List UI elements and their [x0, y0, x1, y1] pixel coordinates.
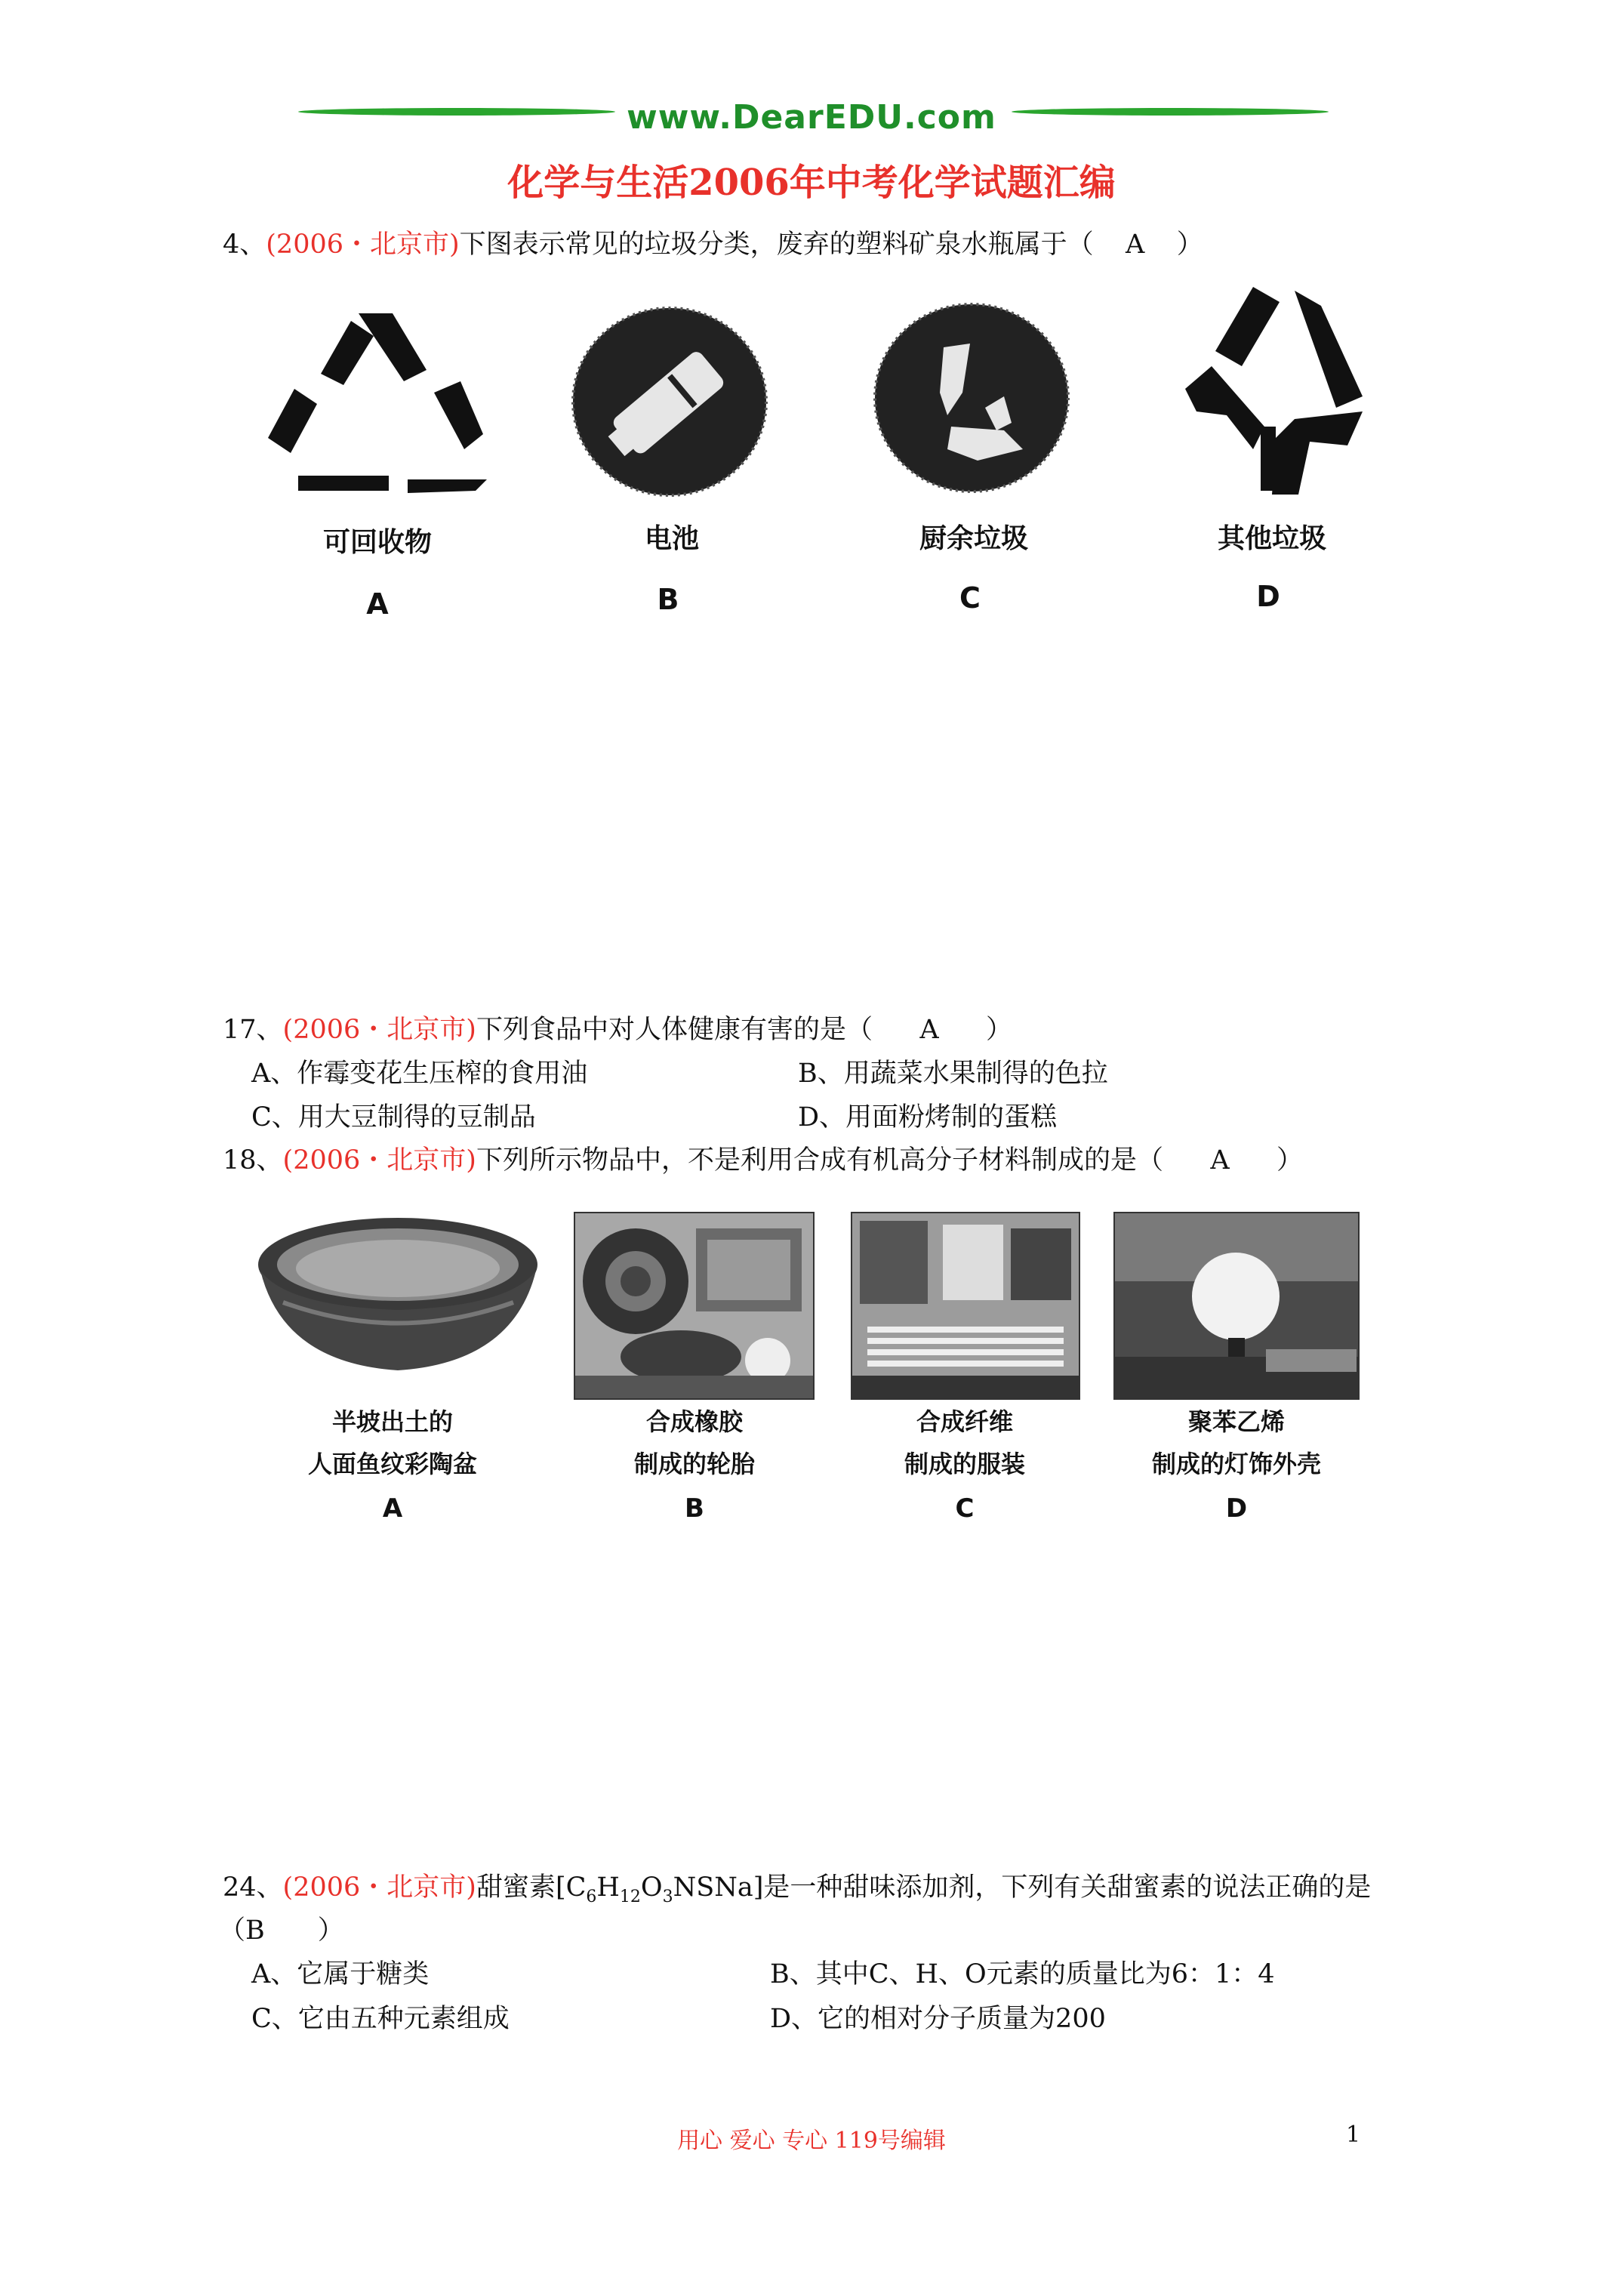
question-close: ）	[1276, 1145, 1303, 1176]
kitchen-waste-circle-icon	[872, 302, 1072, 495]
caption-line-2: 制成的灯饰外壳	[1151, 1450, 1321, 1478]
option-c-label: 厨余垃圾	[919, 523, 1028, 554]
item-b-letter: B	[685, 1493, 704, 1524]
page-number: 1	[1346, 2122, 1361, 2148]
option-b: B、用蔬菜水果制得的色拉	[798, 1059, 1108, 1089]
answer-line: （B ）	[219, 1915, 344, 1946]
option-a: A、它属于糖类	[251, 1959, 430, 1989]
answer: A	[1126, 230, 1145, 260]
polystyrene-lamp-image	[1113, 1212, 1360, 1400]
option-b-letter: B	[657, 583, 679, 616]
question-text: 下图表示常见的垃圾分类，废弃的塑料矿泉水瓶属于（	[459, 230, 1094, 260]
option-d: D、用面粉烤制的蛋糕	[798, 1102, 1058, 1133]
option-d-label: 其他垃圾	[1217, 523, 1326, 554]
option-d: D、它的相对分子质量为200	[770, 2004, 1106, 2034]
caption-line-1: 半坡出土的	[331, 1407, 453, 1436]
item-b-caption	[581, 1401, 808, 1485]
caption-line-2: 人面鱼纹彩陶盆	[307, 1450, 477, 1478]
rubber-tire-image	[574, 1212, 815, 1400]
question-number: 18、	[223, 1145, 283, 1176]
option-a-letter: A	[366, 587, 389, 621]
document-title: 化学与生活2006年中考化学试题汇编	[507, 162, 1116, 204]
option-c: C、它由五种元素组成	[251, 2004, 510, 2034]
question-number: 17、	[223, 1015, 283, 1045]
question-18	[223, 1144, 1303, 1177]
question-source: (2006・北京市)	[282, 1145, 476, 1176]
option-b: B、其中C、H、O元素的质量比为6：1：4	[770, 1959, 1275, 1989]
caption-line-2: 制成的轮胎	[633, 1450, 755, 1478]
option-a-label: 可回收物	[322, 527, 432, 558]
answer: A	[1210, 1145, 1230, 1176]
caption-line-1: 合成橡胶	[645, 1407, 743, 1436]
question-4	[223, 228, 1203, 261]
question-number: 24、	[223, 1872, 283, 1903]
subscript: 3	[662, 1888, 673, 1906]
recycle-triangle-icon	[268, 306, 487, 495]
option-b-label: 电池	[644, 523, 699, 554]
option-c: C、用大豆制得的豆制品	[251, 1102, 536, 1133]
other-waste-tree-icon	[1181, 283, 1370, 495]
question-close: ）	[1176, 230, 1203, 260]
site-logo: www.DearEDU.com	[627, 98, 996, 137]
item-c-letter: C	[955, 1493, 975, 1524]
question-text: 下列食品中对人体健康有害的是（	[476, 1015, 873, 1045]
question-number: 4、	[223, 230, 266, 260]
question-text: NSNa]是一种甜味添加剂，下列有关甜蜜素的说法正确的是	[673, 1872, 1372, 1903]
pottery-bowl-image	[253, 1212, 544, 1374]
option-d-letter: D	[1256, 580, 1280, 613]
question-17	[223, 1013, 1012, 1046]
item-c-caption	[852, 1401, 1078, 1485]
caption-line-1: 聚苯乙烯	[1187, 1407, 1285, 1436]
item-d-caption	[1123, 1401, 1350, 1485]
question-text: 下列所示物品中，不是利用合成有机高分子材料制成的是（	[476, 1145, 1163, 1176]
formula-part: 甜蜜素[C	[476, 1872, 587, 1903]
item-a-letter: A	[382, 1493, 403, 1524]
answer: A	[919, 1015, 939, 1045]
subscript: 12	[619, 1888, 641, 1906]
option-a: A、作霉变花生压榨的食用油	[251, 1059, 588, 1089]
formula-part: H	[596, 1872, 620, 1903]
question-24	[223, 1871, 1371, 1914]
caption-line-1: 合成纤维	[916, 1407, 1013, 1436]
footer-text: 用心 爱心 专心 119号编辑	[677, 2128, 946, 2154]
question-source: (2006・北京市)	[282, 1015, 476, 1045]
option-c-letter: C	[959, 581, 981, 615]
synthetic-fiber-clothing-image	[851, 1212, 1080, 1400]
subscript: 6	[586, 1888, 597, 1906]
item-a-caption	[279, 1401, 506, 1485]
question-close: ）	[985, 1015, 1012, 1045]
formula-part: O	[640, 1872, 663, 1903]
item-d-letter: D	[1225, 1493, 1248, 1524]
question-source: (2006・北京市)	[282, 1872, 476, 1903]
question-source: (2006・北京市)	[266, 230, 460, 260]
battery-circle-icon	[570, 306, 770, 498]
caption-line-2: 制成的服装	[904, 1450, 1025, 1478]
